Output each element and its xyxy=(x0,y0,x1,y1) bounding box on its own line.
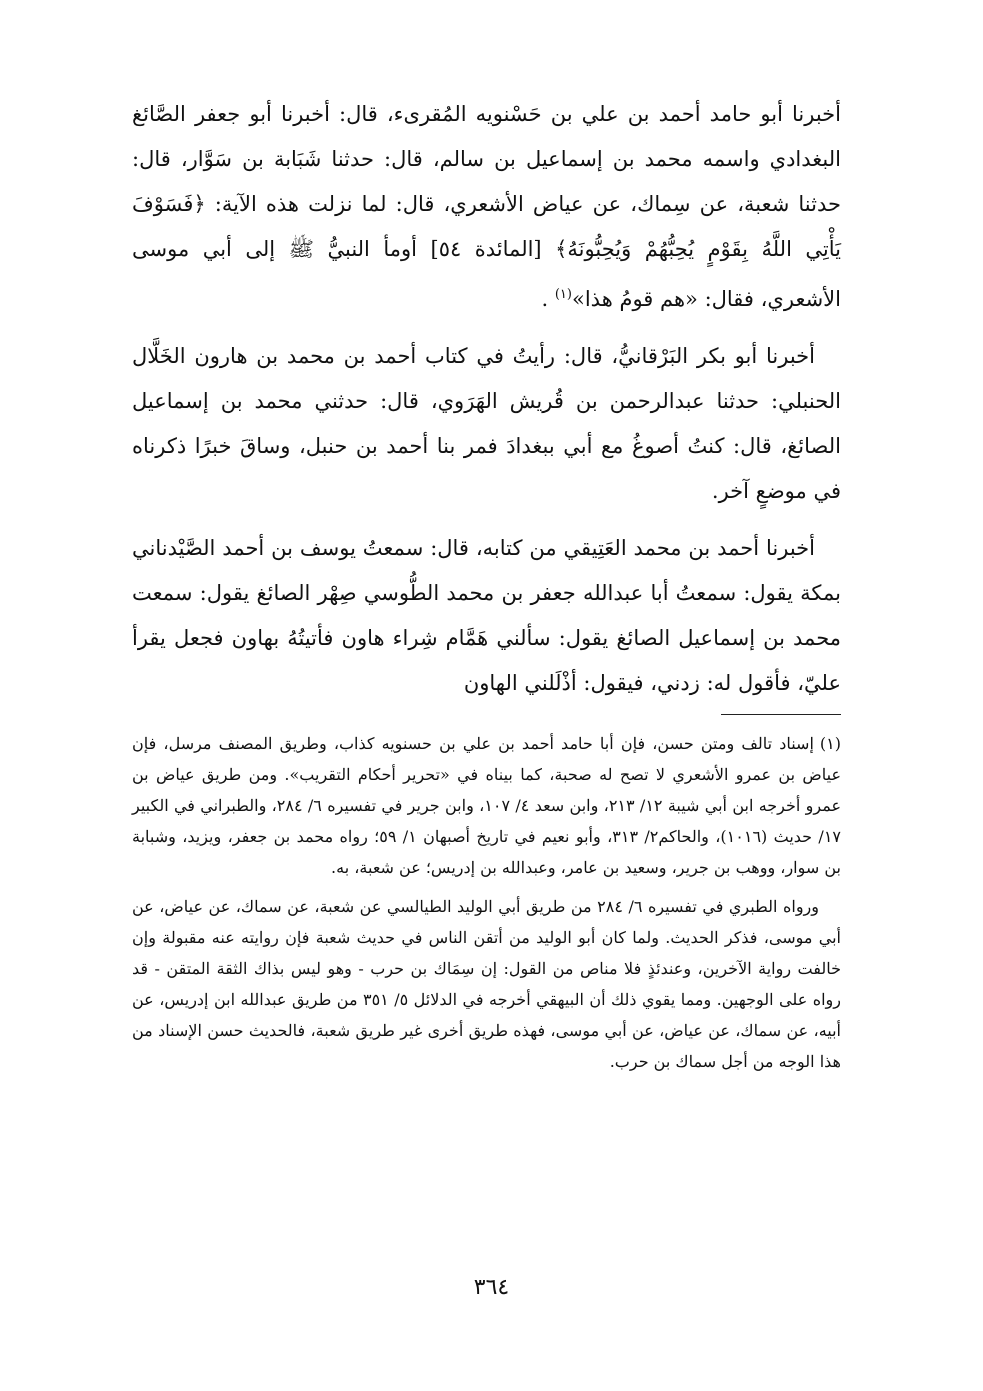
paragraph-1 xyxy=(132,92,841,322)
paragraph-1-end: . xyxy=(541,287,549,311)
footnote-divider xyxy=(721,714,841,715)
footnote-1-text: إسناد تالف ومتن حسن، فإن أبا حامد أحمد بن علي بن حسنويه كذاب، وطريق المصنف مرسل، فإن عياض بن عمرو الأشعري لا تصح له صحبة، كما بيناه في «تحرير أحكام التقريب». ومن طريق عياض بن عمرو أخرجه ابن أبي شيبة ١٢/ ٢١٣، وابن سعد ٤/ ١٠٧، وابن جرير في تفسيره ٦/ ٢٨٤، والطبراني في الكبير ١٧/ حديث (١٠١٦)، والحاكم٢/ ٣١٣، وأبو نعيم في تاريخ أصبهان ١/ ٥٩؛ رواه محمد بن جعفر، ويزيد، وشبابة بن سوار، ووهب بن جرير، وسعيد بن عامر، وعبدالله بن إدريس؛ عن شعبة، به. xyxy=(132,734,842,877)
footnote-reference[interactable]: (١) xyxy=(554,287,572,302)
footnotes-section xyxy=(132,728,841,1085)
paragraph-2: أخبرنا أبو بكر البَرْقانيُّ، قال: رأيتُ في كتاب أحمد بن محمد بن هارون الخَلَّال الحنبلي: حدثنا عبدالرحمن بن قُريش الهَرَوي، قال: حدثني محمد بن إسماعيل الصائغ، قال: كنتُ أصوغُ مع أبي ببغدادَ فمر بنا أحمد بن حنبل، وساقَ خبرًا ذكرناه في موضعٍ آخر. xyxy=(132,344,841,503)
footnote-1 xyxy=(132,728,841,883)
paragraph-3: أخبرنا أحمد بن محمد العَتِيقي من كتابه، قال: سمعتُ يوسف بن أحمد الصَّيْدناني بمكة يقول: سمعتُ أبا عبدالله جعفر بن محمد الطُّوسي صِهْر الصائغ يقول: سمعت محمد بن إسماعيل الصائغ يقول: سألني هَمَّام شِراء هاون فأتيتُهُ بهاون فجعل يقرأ عليّ، فأقول له: زدني، فيقول: أذْلَلني الهاون xyxy=(132,536,841,695)
paragraph-1-text: أخبرنا أبو حامد أحمد بن علي بن حَسْنويه المُقرىء، قال: أخبرنا أبو جعفر الصَّائغ البغدادي واسمه محمد بن إسماعيل بن سالم، قال: حدثنا شَبَابة بن سَوَّار، قال: حدثنا شعبة، عن سِماك، عن عياض الأشعري، قال: لما نزلت هذه الآية: ﴿فَسَوْفَ يَأْتِي اللَّهُ بِقَوْمٍ يُحِبُّهُمْ وَيُحِبُّونَهُ﴾ [المائدة ٥٤] أومأ النبيُّ ﷺ إلى أبي موسى الأشعري، فقال: «هم قومُ هذا» xyxy=(132,102,841,311)
footnote-number: (١) xyxy=(819,734,841,753)
main-text-body xyxy=(132,92,841,718)
footnote-1-continuation: ورواه الطبري في تفسيره ٦/ ٢٨٤ من طريق أبي الوليد الطيالسي عن شعبة، عن سماك، عن عياض، عن أبي موسى، فذكر الحديث. ولما كان أبو الوليد من أتقن الناس في حديث شعبة فإن روايته عنه مقبولة وإن خالفت رواية الآخرين، وعندئذٍ فلا مناص من القول: إن سِمَاك بن حرب - وهو ليس بذاك الثقة المتقن - قد رواه على الوجهين. ومما يقوي ذلك أن البيهقي أخرجه في الدلائل ٥/ ٣٥١ من طريق عبدالله ابن إدريس، عن أبيه، عن سماك، عن عياض، عن أبي موسى، فهذه طريق أخرى غير طريق شعبة، فالحديث حسن الإسناد من هذا الوجه من أجل سماك بن حرب. xyxy=(132,897,842,1071)
page-number: ٣٦٤ xyxy=(473,1275,510,1300)
